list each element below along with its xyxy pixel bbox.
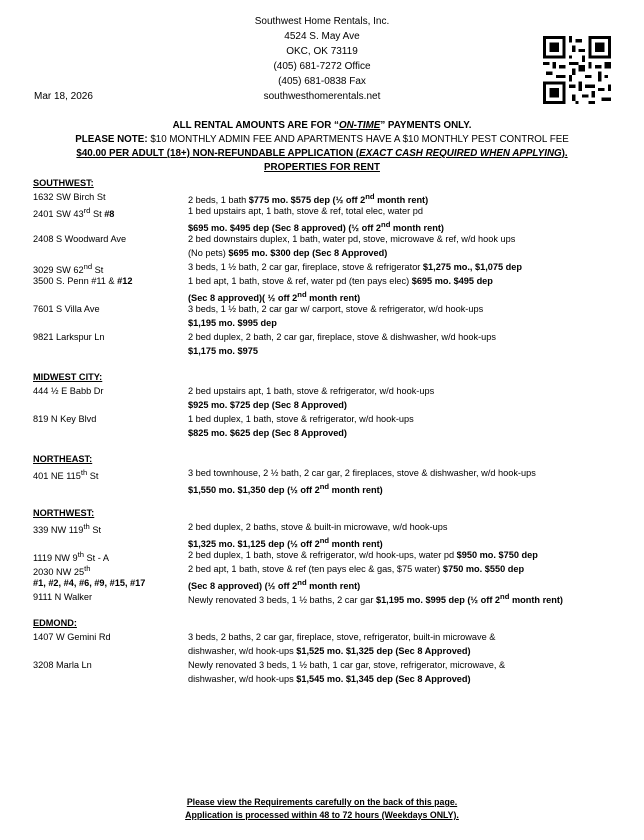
section-midwest-city: MIDWEST CITY:	[33, 372, 103, 382]
footer-processing-note: Application is processed within 48 to 72 hours (Weekdays ONLY).	[185, 810, 459, 820]
qr-code-icon	[543, 36, 611, 104]
listing-address: 819 N Key Blvd	[33, 414, 97, 424]
listing-address: 401 NE 115th St	[33, 468, 99, 482]
office-phone: (405) 681-7272 Office	[273, 61, 371, 72]
footer-requirements-note: Please view the Requirements carefully on the back of this page.	[186, 797, 458, 807]
listing-address: 3208 Marla Ln	[33, 660, 92, 670]
listing-price: $925 mo. $725 dep (Sec 8 Approved)	[188, 400, 347, 410]
listing-details: Newly renovated 3 beds, 1 ½ baths, 2 car gar $1,195 mo. $995 dep (½ off 2nd month rent)	[188, 592, 563, 606]
listing-price: (Sec 8 approved)( ½ off 2nd month rent)	[188, 290, 361, 304]
listing-details: 1 bed apt, 1 bath, stove & ref, water pd (ten pays elec) $695 mo. $495 dep	[188, 276, 493, 286]
listing-address: 444 ½ E Babb Dr	[33, 386, 104, 396]
listing-address: 3500 S. Penn #11 & #12	[33, 276, 133, 286]
listing-address: 9111 N Walker	[33, 592, 93, 602]
listing-details: 3 beds, 2 baths, 2 car gar, fireplace, stove, refrigerator, built-in microwave &	[188, 632, 496, 642]
listing-price: (No pets) $695 mo. $300 dep (Sec 8 Approved)	[188, 248, 388, 258]
footer-notes	[0, 796, 644, 822]
section-northwest: NORTHWEST:	[33, 508, 95, 518]
rental-notice	[0, 119, 644, 175]
properties-heading: PROPERTIES FOR RENT	[264, 162, 380, 173]
listing-details: 3 bed townhouse, 2 ½ bath, 2 car gar, 2 fireplaces, stove & dishwasher, w/d hook-ups	[188, 468, 536, 478]
listing-price: $1,550 mo. $1,350 dep (½ off 2nd month rent)	[188, 482, 383, 496]
listing-address: 339 NW 119th St	[33, 522, 102, 536]
section-edmond: EDMOND:	[33, 618, 77, 628]
company-street: 4524 S. May Ave	[284, 31, 360, 42]
website: southwesthomerentals.net	[263, 91, 381, 102]
listing-price: $1,175 mo. $975	[188, 346, 258, 356]
listing-price: $825 mo. $625 dep (Sec 8 Approved)	[188, 428, 347, 438]
listing-details: 1 bed duplex, 1 bath, stove & refrigerator, w/d hook-ups	[188, 414, 414, 424]
listing-address: 1119 NW 9th St - A	[33, 550, 110, 564]
listing-details: 2 bed duplex, 2 bath, 2 car gar, fireplace, stove & dishwasher, w/d hook-ups	[188, 332, 496, 342]
listing-price: (Sec 8 approved) (½ off 2nd month rent)	[188, 578, 361, 592]
section-southwest: SOUTHWEST:	[33, 178, 94, 188]
listing-details: Newly renovated 3 beds, 1 ½ bath, 1 car gar, stove, refrigerator, microwave, &	[188, 660, 506, 670]
listing-price: dishwasher, w/d hook-ups $1,545 mo. $1,345 dep (Sec 8 Approved)	[188, 674, 471, 684]
listing-details: 3 beds, 1 ½ bath, 2 car gar, fireplace, stove & refrigerator $1,275 mo., $1,075 dep	[188, 262, 523, 272]
listing-address: 2401 SW 43rd St #8	[33, 206, 115, 220]
company-name: Southwest Home Rentals, Inc.	[254, 16, 390, 27]
section-northeast: NORTHEAST:	[33, 454, 93, 464]
listing-price: dishwasher, w/d hook-ups $1,525 mo. $1,325 dep (Sec 8 Approved)	[188, 646, 471, 656]
notice-line-3: $40.00 PER ADULT (18+) NON-REFUNDABLE APPLICATION (EXACT CASH REQUIRED WHEN APPLYING).	[76, 148, 568, 159]
listing-details: 2 bed apt, 1 bath, stove & ref (ten pays elec & gas, $75 water) $750 mo. $550 dep	[188, 564, 525, 574]
company-city: OKC, OK 73119	[286, 46, 358, 57]
notice-line-1: ALL RENTAL AMOUNTS ARE FOR “ON-TIME” PAYMENTS ONLY.	[172, 120, 472, 131]
fax-number: (405) 681-0838 Fax	[278, 76, 366, 87]
listing-address: 9821 Larkspur Ln	[33, 332, 105, 342]
listing-address: 1407 W Gemini Rd	[33, 632, 111, 642]
listing-price: $1,325 mo. $1,125 dep (½ off 2nd month rent)	[188, 536, 383, 550]
listing-address: 2030 NW 25th	[33, 564, 91, 578]
listing-address: 2408 S Woodward Ave	[33, 234, 127, 244]
listing-details: 2 bed upstairs apt, 1 bath, stove & refrigerator, w/d hook-ups	[188, 386, 435, 396]
listing-price: $1,195 mo. $995 dep	[188, 318, 277, 328]
listing-price: $695 mo. $495 dep (Sec 8 approved) (½ off 2nd month rent)	[188, 220, 444, 234]
listing-details: 2 bed downstairs duplex, 1 bath, water pd, stove, microwave & ref, w/d hook ups	[188, 234, 516, 244]
document-date: Mar 18, 2026	[34, 91, 93, 102]
listing-details: 2 beds, 1 bath $775 mo. $575 dep (½ off 2nd month rent)	[188, 192, 429, 206]
listing-details: 3 beds, 1 ½ bath, 2 car gar w/ carport, stove & refrigerator, w/d hook-ups	[188, 304, 484, 314]
listing-details: 1 bed upstairs apt, 1 bath, stove & ref, total elec, water pd	[188, 206, 423, 216]
listing-unit-numbers: #1, #2, #4, #6, #9, #15, #17	[33, 578, 146, 588]
listing-details: 2 bed duplex, 1 bath, stove & refrigerator, w/d hook-ups, water pd $950 mo. $750 dep	[188, 550, 538, 560]
listing-address: 1632 SW Birch St	[33, 192, 106, 202]
listing-address: 3029 SW 62nd St	[33, 262, 104, 276]
listing-address: 7601 S Villa Ave	[33, 304, 100, 314]
notice-line-2: PLEASE NOTE: $10 MONTHLY ADMIN FEE AND APARTMENTS HAVE A $10 MONTHLY PEST CONTROL FEE	[75, 134, 569, 145]
listing-details: 2 bed duplex, 2 baths, stove & built-in microwave, w/d hook-ups	[188, 522, 448, 532]
